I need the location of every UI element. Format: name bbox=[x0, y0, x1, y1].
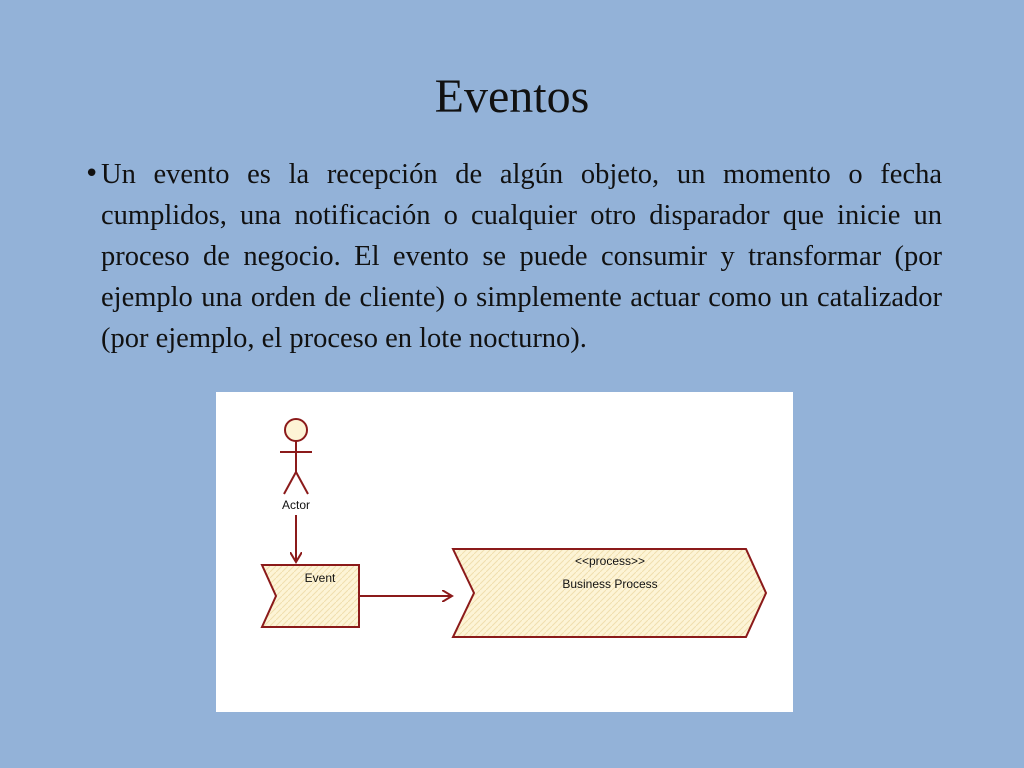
actor-label: Actor bbox=[281, 498, 311, 512]
bullet-text: Un evento es la recepción de algún objeto, un momento o fecha cumplidos, una notificación o cualquier otro disparador que inicie un proceso de negocio. El evento se puede consumir y transformar (por ejemplo una orden de cliente) o simplemente actuar como un catalizador (por ejemplo, el proceso en lote nocturno). bbox=[101, 159, 942, 354]
slide-title: Eventos bbox=[434, 70, 590, 123]
uml-diagram bbox=[216, 392, 793, 712]
actor-right-leg-icon bbox=[296, 472, 308, 494]
actor-head-icon bbox=[285, 419, 307, 441]
uml-diagram-canvas bbox=[216, 392, 793, 712]
business-process-label: Business Process bbox=[562, 577, 658, 591]
event-label: Event bbox=[304, 571, 336, 585]
actor-figure bbox=[280, 419, 312, 494]
process-stereotype-label: <<process>> bbox=[574, 554, 646, 568]
actor-left-leg-icon bbox=[284, 472, 296, 494]
bullet-point-icon: • bbox=[84, 159, 100, 189]
bullet-item bbox=[84, 154, 942, 359]
